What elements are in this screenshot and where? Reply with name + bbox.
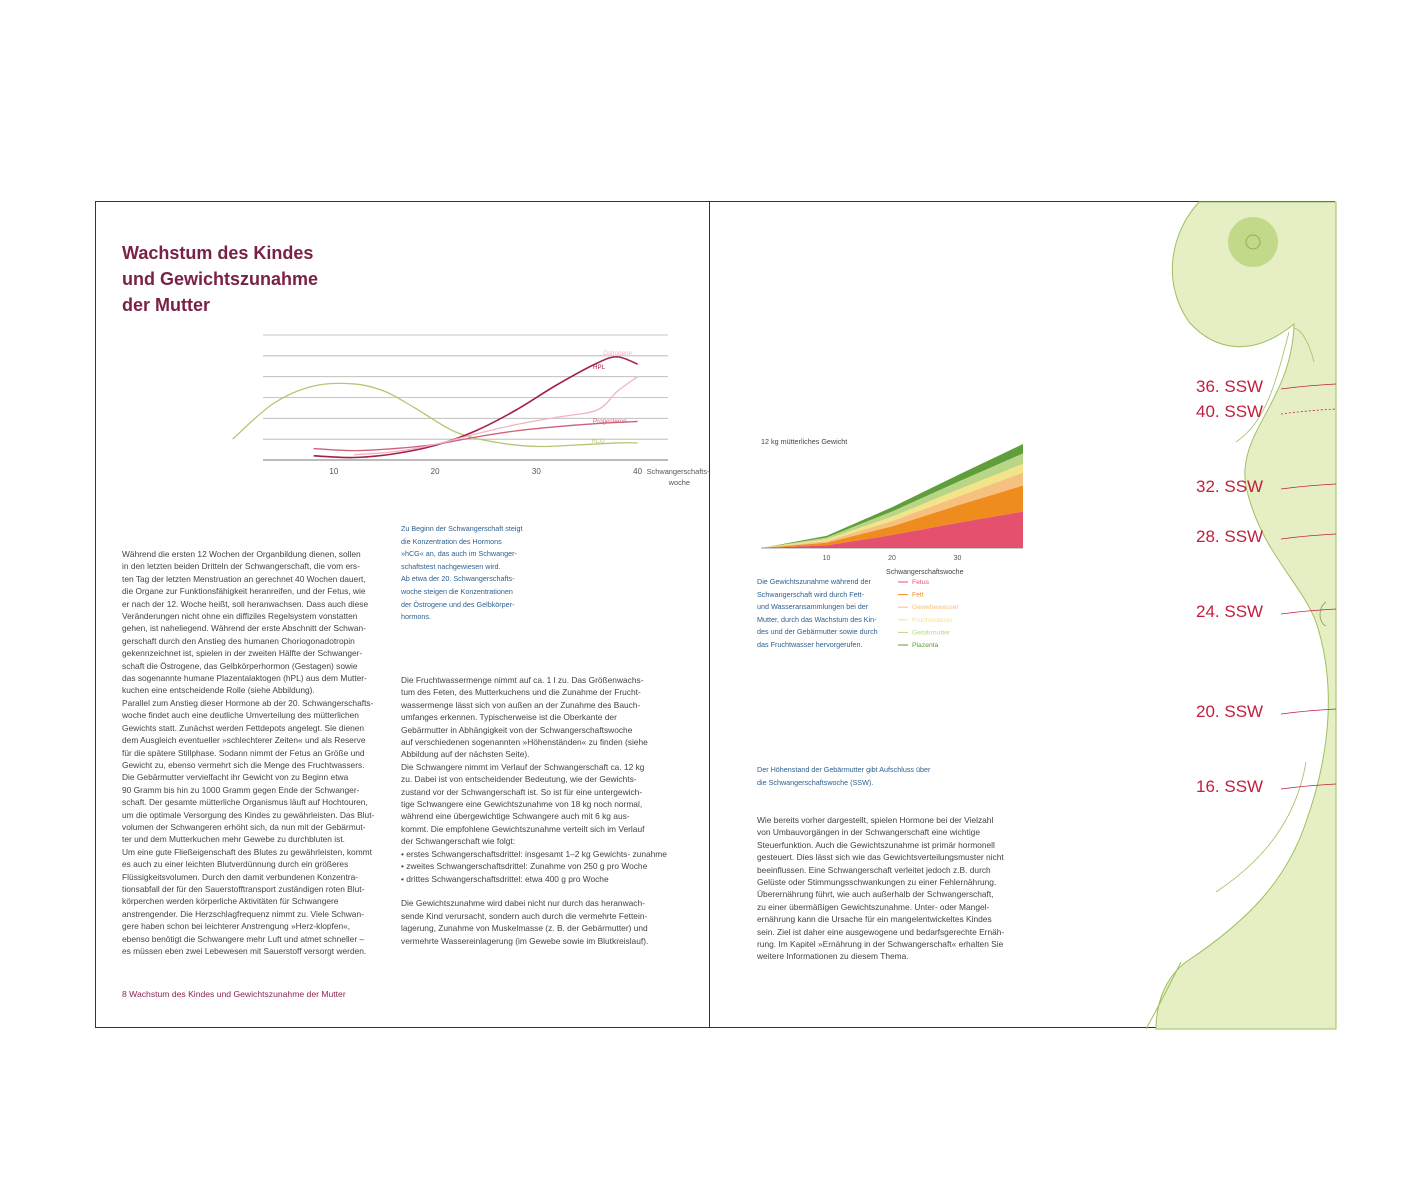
x-axis-label: Schwangerschafts-woche	[646, 467, 710, 487]
text-line: gekennzeichnet ist, spielen in der zweiten Hälfte der Schwanger-	[122, 648, 363, 659]
ssw-label: 24. SSW	[1196, 602, 1264, 621]
series-line-progesteron	[314, 421, 638, 450]
text-line: Während die ersten 12 Wochen der Organbildung dienen, sollen	[122, 549, 361, 559]
text-line: ten Tag der letzten Menstruation an gerechnet 40 Wochen dauert,	[122, 573, 366, 584]
text-line: auf verschiedenen sogenannten »Höhenständen« zu finden (siehe	[401, 737, 648, 748]
text-line: schaft die Östrogene, das Gelbkörperhormon (Gestagen) sowie	[122, 660, 358, 671]
text-line: beeinflussen. Eine Schwangerschaft verleitet jedoch z.B. durch	[757, 864, 991, 875]
caption-line: Schwangerschaft wird durch Fett-	[757, 589, 865, 599]
text-column-1	[122, 548, 390, 957]
text-line: Wie bereits vorher dargestellt, spielen Hormone bei der Vielzahl	[757, 815, 994, 825]
text-line: die Organe zur Funktionsfähigkeit heranreifen, und der Fetus, wie	[122, 586, 366, 597]
text-line: er nach der 12. Woche heißt, soll heranwachsen. Dass auch diese	[122, 598, 369, 609]
series-line-hpl	[314, 357, 638, 458]
text-line: zustand vor der Schwangerschaft ist. So ist für eine untergewich-	[401, 786, 643, 797]
text-line: Parallel zum Anstieg dieser Hormone ab der 20. Schwangerschafts-	[122, 697, 374, 708]
hormone-chart-caption	[401, 523, 561, 624]
list-item: • zweites Schwangerschaftsdrittel: Zunahme von 250 g pro Woche	[401, 860, 676, 872]
text-line: Die Fruchtwassermenge nimmt auf ca. 1 l zu. Das Größenwachs-	[401, 675, 644, 685]
text-line: ernährung kann die Ursache für ein mangelentwickeltes Kindes	[757, 914, 992, 925]
x-tick-label: 30	[531, 467, 541, 476]
caption-line: Mutter, durch das Wachstum des Kin-	[757, 614, 877, 624]
text-line: Abbildung auf der nächsten Seite).	[401, 749, 530, 760]
ssw-label: 16. SSW	[1196, 777, 1264, 796]
ssw-label: 36. SSW	[1196, 377, 1264, 396]
text-line: tionsabfall der für den Sauerstofftransport zuständigen roten Blut-	[122, 883, 365, 894]
text-line: Veränderungen nicht ohne ein diffiziles Regelsystem vonstatten	[122, 611, 358, 622]
x-axis-label: Schwangerschaftswoche	[886, 569, 964, 576]
text-line: zu. Dabei ist von entscheidender Bedeutung, wie der Gewichts-	[401, 774, 637, 785]
text-line: für die spätere Stillphase. Sodann nimmt der Fetus an Größe und	[122, 747, 365, 758]
ssw-label: 40. SSW	[1196, 402, 1264, 421]
caption-line: und Wasseransammlungen bei der	[757, 602, 869, 612]
text-line: volumen der Schwangeren erhöht sich, da nun mit der Gebärmut-	[122, 821, 366, 832]
caption-line: die Konzentration des Hormons	[401, 536, 502, 546]
legend-entry: Fetus	[912, 579, 929, 586]
text-line: Um eine gute Fließeigenschaft des Blutes zu gewährleisten, kommt	[122, 846, 372, 857]
list-item: • erstes Schwangerschaftsdrittel: insgesamt 1–2 kg Gewichts- zunahme	[401, 848, 676, 860]
ssw-label: 28. SSW	[1196, 527, 1264, 546]
text-line: das sogenannte humane Plazentalaktogen (hPL) aus dem Mutter-	[122, 673, 367, 684]
caption-line: der Östrogene und des Gelbkörper-	[401, 599, 515, 609]
text-line: Überernährung führt, wie auch außerhalb der Schwangerschaft,	[757, 889, 994, 900]
text-line: der Schwangerschaft wie folgt:	[401, 836, 516, 847]
caption-line: »hCG« an, das auch im Schwanger-	[401, 549, 517, 559]
text-line: Die Gewichtszunahme wird dabei nicht nur durch das heranwach-	[401, 898, 645, 909]
page-fold	[709, 202, 710, 1027]
text-line: woche findet auch eine deutliche Umverteilung des mütterlichen	[122, 710, 359, 721]
right-body-text	[757, 814, 1027, 963]
text-line: ebenso benötigt die Schwangere mehr Luft und atmet schneller –	[122, 933, 365, 944]
text-line: um die optimale Versorgung des Kindes zu gewährleisten. Das Blut-	[122, 809, 375, 820]
text-line: es müssen eben zwei Lebewesen mit Sauerstoff versorgt werden.	[122, 946, 367, 956]
text-column-2	[401, 674, 676, 947]
text-line: tum des Feten, des Mutterkuchens und die Zunahme der Frucht-	[401, 687, 641, 698]
title-line: Wachstum des Kindes	[122, 243, 314, 263]
text-line: lagerung, Zunahme von Muskelmasse (z. B. der Gebärmutter) und	[401, 923, 648, 934]
text-line: gerschaft durch den Anstieg des humanen Choriogonadotropin	[122, 635, 355, 646]
list-item: • drittes Schwangerschaftsdrittel: etwa 400 g pro Woche	[401, 873, 676, 885]
legend-entry: Plazenta	[912, 642, 939, 649]
text-line: Die Gebärmutter vervielfacht ihr Gewicht von zu Beginn etwa	[122, 772, 349, 783]
text-line: körperchen werden körperliche Aktivitäten für Schwangere	[122, 896, 339, 907]
legend-entry: Gebärmutter	[912, 629, 951, 637]
text-line: Gewicht zu, ebenso vermehrt sich die Menge des Fruchtwassers.	[122, 759, 365, 770]
text-line: wassermenge lässt sich von außen an der Zunahme des Bauch-	[401, 699, 641, 710]
text-line: tige Schwangere eine Gewichtszunahme von 18 kg noch normal,	[401, 799, 643, 810]
x-tick-label: 10	[822, 555, 831, 562]
series-label: HPL	[593, 364, 606, 371]
caption-line: Ab etwa der 20. Schwangerschafts-	[401, 574, 515, 584]
legend-entry: Fruchtwasser	[912, 616, 953, 624]
weight-chart	[751, 432, 1031, 577]
text-line: ter und dem Mutterkuchen mehr Gewebe zu durchbluten ist.	[122, 834, 345, 845]
text-line: gesteuert. Dies lässt sich wie das Gewichtsverteilungsmuster nicht	[757, 852, 1004, 863]
text-line: sende Kind verursacht, sondern auch durch die vermehrte Fettein-	[401, 910, 648, 921]
text-line: gere haben schon bei leichterer Anstrengung »Herz-klopfen«,	[122, 921, 351, 932]
caption-line: Die Gewichtszunahme während der	[757, 577, 871, 586]
text-line: während eine übergewichtige Schwangere auch mit 6 kg aus-	[401, 811, 630, 822]
text-line: vermehrte Wassereinlagerung (im Gewebe sowie im Blutkreislauf).	[401, 935, 649, 946]
text-line: Die Schwangere nimmt im Verlauf der Schwangerschaft ca. 12 kg	[401, 761, 645, 772]
text-line: umfanges erkennen. Typischerweise ist die Oberkante der	[401, 712, 617, 723]
page-footer: 8 Wachstum des Kindes und Gewichtszunahme der Mutter	[122, 989, 346, 999]
x-tick-label: 20	[430, 467, 440, 476]
legend-entry: Fett	[912, 591, 924, 599]
x-tick-label: 20	[888, 555, 896, 562]
text-line: Gewichts statt. Zunächst werden Fettdepots angelegt. Sie dienen	[122, 722, 365, 733]
x-tick-label: 30	[953, 555, 962, 562]
caption-line: das Fruchtwasser hervorgerufen.	[757, 639, 863, 649]
text-line: zu einer übermäßigen Gewichtszunahme. Unter- oder Mangel-	[757, 901, 990, 912]
text-line: Flüssigkeitsvolumen. Durch den damit verbundenen Konzentra-	[122, 871, 359, 882]
caption-line: Der Höhenstand der Gebärmutter gibt Aufschluss über	[757, 765, 931, 774]
weight-chart-caption	[757, 576, 892, 652]
title-line: und Gewichtszunahme	[122, 269, 319, 289]
caption-line: Zu Beginn der Schwangerschaft steigt	[401, 524, 523, 533]
text-line: schaft. Der gesamte mütterliche Organismus läuft auf Hochtouren,	[122, 797, 368, 808]
caption-line: hormons.	[401, 612, 431, 622]
text-line: anstrengender. Die Herzschlagfrequenz nimmt zu. Viele Schwan-	[122, 908, 364, 919]
text-line: kommt. Die empfohlene Gewichtszunahme verteilt sich im Verlauf	[401, 823, 645, 834]
text-line: in den letzten beiden Dritteln der Schwangerschaft, die vom ers-	[122, 561, 360, 572]
series-label: Östrogene	[603, 350, 632, 357]
hormone-chart	[246, 327, 710, 517]
series-label: hCG	[592, 438, 605, 445]
caption-line: die Schwangerschaftswoche (SSW).	[757, 777, 874, 787]
pregnant-body-illustration	[1056, 202, 1336, 1029]
series-label: Progesteron	[593, 418, 627, 425]
weight-chart-legend	[896, 576, 986, 656]
text-line: sein. Ziel ist daher eine ausgewogene und bedarfsgerechte Ernäh-	[757, 926, 1005, 937]
text-line: weitere Informationen zu diesem Thema.	[757, 951, 909, 962]
text-line: Gebärmutter in Abhängigkeit von der Schwangerschaftswoche	[401, 724, 633, 735]
chart-title: 12 kg mütterliches Gewicht	[761, 437, 848, 446]
book-spread	[95, 201, 1335, 1028]
x-tick-label: 40	[633, 467, 643, 476]
ssw-label: 20. SSW	[1196, 702, 1264, 721]
text-line: rung. Im Kapitel »Ernährung in der Schwangerschaft« erhalten Sie	[757, 939, 1004, 950]
caption-line: schaftstest nachgewiesen wird.	[401, 561, 501, 571]
text-line: 90 Gramm bis hin zu 1000 Gramm gegen Ende der Schwanger-	[122, 784, 360, 795]
title-line: der Mutter	[122, 295, 211, 315]
uterus-height-caption	[757, 764, 977, 789]
text-line: es auch zu einer leichten Blutverdünnung durch ein größeres	[122, 859, 349, 870]
page-title	[122, 240, 318, 318]
areola	[1228, 217, 1278, 267]
text-line: von Umbauvorgängen in der Schwangerschaft eine wichtige	[757, 827, 981, 838]
caption-line: des und der Gebärmutter sowie durch	[757, 627, 878, 637]
x-tick-label: 10	[329, 467, 339, 476]
weight-gain-list	[401, 848, 676, 885]
text-line: Steuerfunktion. Auch die Gewichtszunahme ist primär hormonell	[757, 839, 995, 850]
text-line: dem Ausgleich eventueller »schlechterer Zeiten« und als Reserve	[122, 735, 366, 746]
text-line: gehen, ist naheliegend. Während der erste Abschnitt der Schwan-	[122, 623, 366, 634]
caption-line: woche steigen die Konzentrationen	[401, 586, 513, 596]
ssw-label: 32. SSW	[1196, 477, 1264, 496]
legend-entry: Gewebewasser	[912, 604, 959, 612]
text-line: Gelüste oder Stimmungsschwankungen zu einer Fehlernährung.	[757, 877, 997, 888]
text-line: kuchen eine entscheidende Rolle (siehe Abbildung).	[122, 685, 315, 696]
